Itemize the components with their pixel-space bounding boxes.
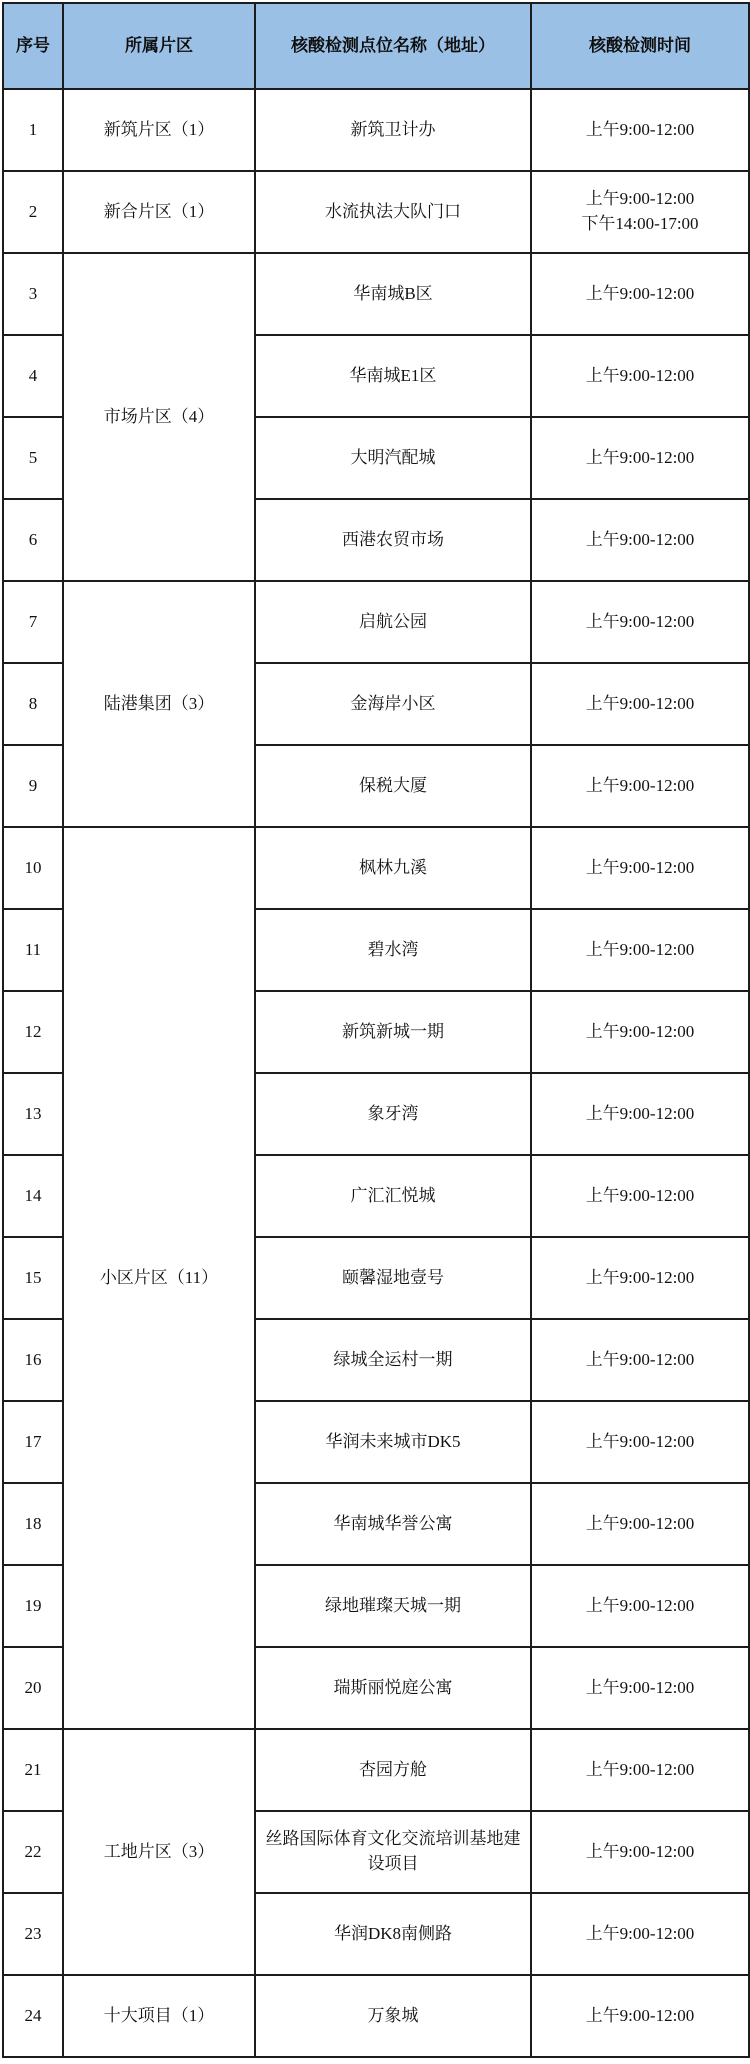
site-name-cell: 万象城 — [255, 1975, 531, 2057]
row-number-cell: 8 — [3, 663, 63, 745]
time-line: 上午9:00-12:00 — [585, 693, 695, 713]
time-line: 上午9:00-12:00 — [585, 1267, 695, 1287]
table-header — [3, 3, 749, 89]
time-line: 上午9:00-12:00 — [585, 1759, 695, 1779]
row-number-cell: 20 — [3, 1647, 63, 1729]
row-number-cell: 21 — [3, 1729, 63, 1811]
district-cell: 十大项目（1） — [63, 1975, 255, 2057]
time-line: 上午9:00-12:00 — [585, 1595, 695, 1615]
time-cell — [531, 1811, 749, 1893]
table-body — [3, 89, 749, 2057]
header-cell-site: 核酸检测点位名称（地址） — [255, 3, 531, 89]
site-name-cell: 象牙湾 — [255, 1073, 531, 1155]
site-name-cell: 绿地璀璨天城一期 — [255, 1565, 531, 1647]
time-cell — [531, 499, 749, 581]
time-line: 上午9:00-12:00 — [585, 1021, 695, 1041]
table-row — [3, 581, 749, 663]
row-number-cell: 16 — [3, 1319, 63, 1401]
header-cell-time: 核酸检测时间 — [531, 3, 749, 89]
row-number-cell: 13 — [3, 1073, 63, 1155]
time-cell — [531, 1729, 749, 1811]
row-number-cell: 3 — [3, 253, 63, 335]
time-cell — [531, 1155, 749, 1237]
district-cell: 市场片区（4） — [63, 253, 255, 581]
time-cell — [531, 335, 749, 417]
time-line: 上午9:00-12:00 — [585, 611, 695, 631]
site-name-cell: 西港农贸市场 — [255, 499, 531, 581]
time-line: 上午9:00-12:00 — [585, 857, 695, 877]
time-line: 上午9:00-12:00 — [585, 1513, 695, 1533]
time-line: 上午9:00-12:00 — [585, 189, 695, 209]
site-name-cell: 颐馨湿地壹号 — [255, 1237, 531, 1319]
time-line: 上午9:00-12:00 — [585, 775, 695, 795]
district-cell: 新筑片区（1） — [63, 89, 255, 171]
time-cell — [531, 827, 749, 909]
testing-sites-table — [2, 2, 750, 2058]
site-name-cell: 丝路国际体育文化交流培训基地建设项目 — [255, 1811, 531, 1893]
row-number-cell: 17 — [3, 1401, 63, 1483]
time-line: 上午9:00-12:00 — [585, 2005, 695, 2025]
time-cell — [531, 1237, 749, 1319]
time-line: 下午14:00-17:00 — [581, 214, 699, 233]
time-cell — [531, 253, 749, 335]
table-row — [3, 1729, 749, 1811]
header-cell-no: 序号 — [3, 3, 63, 89]
row-number-cell: 9 — [3, 745, 63, 827]
time-line: 上午9:00-12:00 — [585, 365, 695, 385]
time-cell — [531, 1401, 749, 1483]
time-cell — [531, 745, 749, 827]
time-cell — [531, 909, 749, 991]
table-row — [3, 253, 749, 335]
site-name-cell: 华润未来城市DK5 — [255, 1401, 531, 1483]
time-cell — [531, 991, 749, 1073]
table-row — [3, 827, 749, 909]
district-cell: 工地片区（3） — [63, 1729, 255, 1975]
time-cell — [531, 171, 749, 253]
table-row — [3, 1975, 749, 2057]
site-name-cell: 华南城华誉公寓 — [255, 1483, 531, 1565]
row-number-cell: 11 — [3, 909, 63, 991]
site-name-cell: 碧水湾 — [255, 909, 531, 991]
site-name-cell: 新筑卫计办 — [255, 89, 531, 171]
site-name-cell: 水流执法大队门口 — [255, 171, 531, 253]
time-line: 上午9:00-12:00 — [585, 529, 695, 549]
time-line: 上午9:00-12:00 — [585, 1431, 695, 1451]
site-name-cell: 启航公园 — [255, 581, 531, 663]
site-name-cell: 绿城全运村一期 — [255, 1319, 531, 1401]
table-header-row — [3, 3, 749, 89]
row-number-cell: 18 — [3, 1483, 63, 1565]
site-name-cell: 金海岸小区 — [255, 663, 531, 745]
row-number-cell: 15 — [3, 1237, 63, 1319]
row-number-cell: 12 — [3, 991, 63, 1073]
time-cell — [531, 1565, 749, 1647]
table-row — [3, 171, 749, 253]
row-number-cell: 2 — [3, 171, 63, 253]
time-line: 上午9:00-12:00 — [585, 1349, 695, 1369]
header-cell-district: 所属片区 — [63, 3, 255, 89]
time-line: 上午9:00-12:00 — [585, 119, 695, 139]
site-name-cell: 华南城E1区 — [255, 335, 531, 417]
district-cell: 新合片区（1） — [63, 171, 255, 253]
time-cell — [531, 1647, 749, 1729]
row-number-cell: 5 — [3, 417, 63, 499]
time-line: 上午9:00-12:00 — [585, 447, 695, 467]
time-line: 上午9:00-12:00 — [585, 939, 695, 959]
row-number-cell: 7 — [3, 581, 63, 663]
district-cell: 小区片区（11） — [63, 827, 255, 1729]
district-cell: 陆港集团（3） — [63, 581, 255, 827]
site-name-cell: 大明汽配城 — [255, 417, 531, 499]
time-cell — [531, 1893, 749, 1975]
row-number-cell: 1 — [3, 89, 63, 171]
site-name-cell: 华润DK8南侧路 — [255, 1893, 531, 1975]
time-cell — [531, 1319, 749, 1401]
site-name-cell: 新筑新城一期 — [255, 991, 531, 1073]
time-cell — [531, 1073, 749, 1155]
time-line: 上午9:00-12:00 — [585, 1103, 695, 1123]
row-number-cell: 14 — [3, 1155, 63, 1237]
site-name-cell: 华南城B区 — [255, 253, 531, 335]
time-cell — [531, 663, 749, 745]
site-name-cell: 枫林九溪 — [255, 827, 531, 909]
site-name-cell: 杏园方舱 — [255, 1729, 531, 1811]
row-number-cell: 19 — [3, 1565, 63, 1647]
time-cell — [531, 89, 749, 171]
row-number-cell: 10 — [3, 827, 63, 909]
time-cell — [531, 581, 749, 663]
time-line: 上午9:00-12:00 — [585, 283, 695, 303]
row-number-cell: 24 — [3, 1975, 63, 2057]
site-name-cell: 广汇汇悦城 — [255, 1155, 531, 1237]
site-name-cell: 瑞斯丽悦庭公寓 — [255, 1647, 531, 1729]
site-name-cell: 保税大厦 — [255, 745, 531, 827]
row-number-cell: 22 — [3, 1811, 63, 1893]
table-row — [3, 89, 749, 171]
time-line: 上午9:00-12:00 — [585, 1923, 695, 1943]
row-number-cell: 4 — [3, 335, 63, 417]
time-line: 上午9:00-12:00 — [585, 1185, 695, 1205]
time-cell — [531, 1975, 749, 2057]
row-number-cell: 23 — [3, 1893, 63, 1975]
time-line: 上午9:00-12:00 — [585, 1841, 695, 1861]
time-cell — [531, 1483, 749, 1565]
row-number-cell: 6 — [3, 499, 63, 581]
time-line: 上午9:00-12:00 — [585, 1677, 695, 1697]
time-cell — [531, 417, 749, 499]
